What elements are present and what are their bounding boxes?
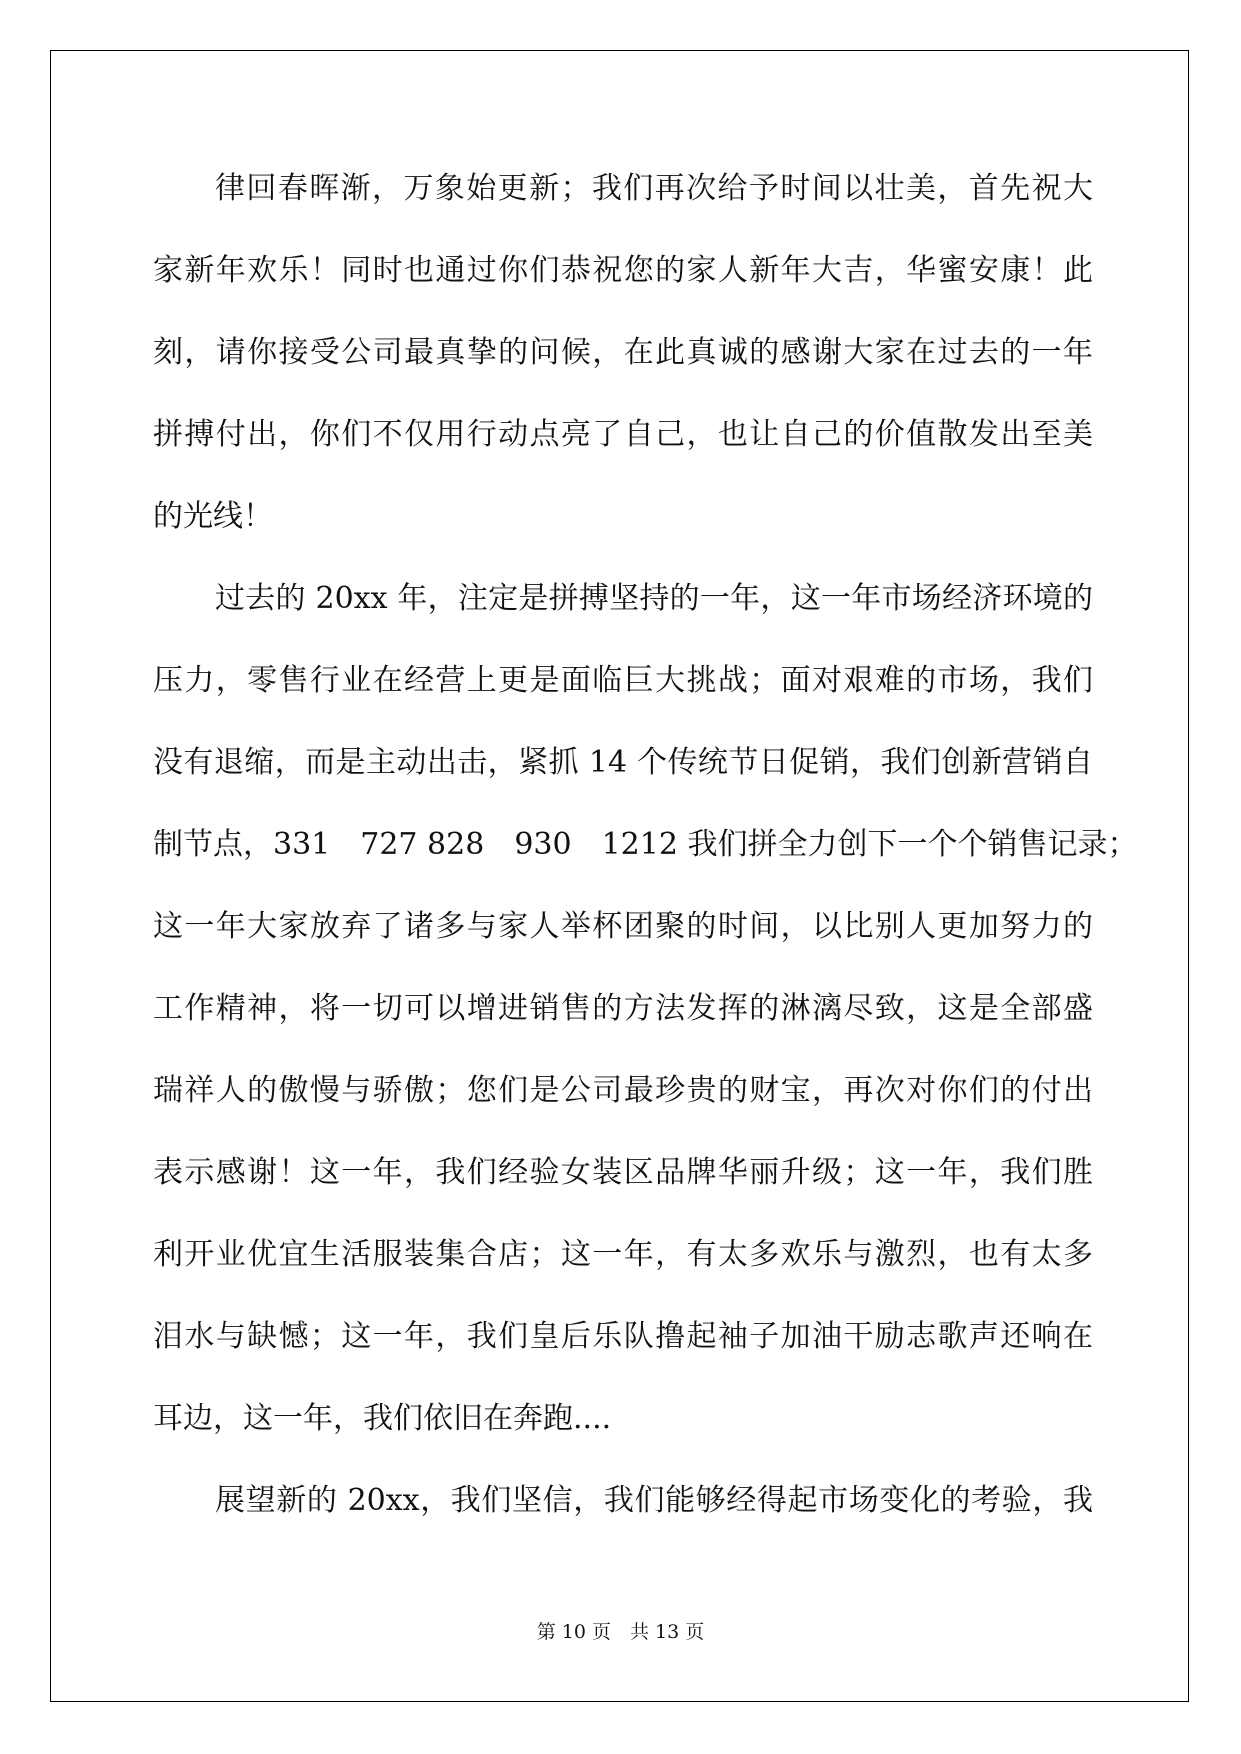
document-body	[153, 168, 1138, 1521]
paragraph-line: 刻，请你接受公司最真挚的问候，在此真诚的感谢大家在过去的一年	[153, 335, 1093, 370]
paragraph-line: 瑞祥人的傲慢与骄傲；您们是公司最珍贵的财宝，再次对你们的付出	[153, 1073, 1093, 1108]
paragraph-line: 过去的 20xx 年，注定是拼搏坚持的一年，这一年市场经济环境的	[215, 581, 1093, 616]
paragraph-line: 这一年大家放弃了诸多与家人举杯团聚的时间，以比别人更加努力的	[153, 909, 1093, 944]
page-number-label: 第 10 页 共 13 页	[536, 1621, 705, 1643]
paragraph-line: 展望新的 20xx，我们坚信，我们能够经得起市场变化的考验，我	[215, 1483, 1093, 1518]
page-footer	[0, 1617, 1241, 1644]
paragraph-3	[153, 1480, 1093, 1521]
paragraph-2	[153, 578, 1138, 1439]
paragraph-line: 的光线！	[153, 499, 273, 534]
paragraph-line: 利开业优宜生活服装集合店；这一年，有太多欢乐与激烈，也有太多	[153, 1237, 1093, 1272]
paragraph-line: 泪水与缺憾；这一年，我们皇后乐队撸起袖子加油干励志歌声还响在	[153, 1319, 1093, 1354]
paragraph-line: 耳边，这一年，我们依旧在奔跑....	[153, 1401, 612, 1436]
paragraph-line: 家新年欢乐！同时也通过你们恭祝您的家人新年大吉，华蜜安康！此	[153, 253, 1093, 288]
paragraph-line: 制节点，331 727 828 930 1212 我们拼全力创下一个个销售记录；	[153, 827, 1138, 862]
paragraph-line: 压力，零售行业在经营上更是面临巨大挑战；面对艰难的市场，我们	[153, 663, 1093, 698]
paragraph-line: 没有退缩，而是主动出击，紧抓 14 个传统节日促销，我们创新营销自	[153, 745, 1093, 780]
paragraph-line: 表示感谢！这一年，我们经验女装区品牌华丽升级；这一年，我们胜	[153, 1155, 1093, 1190]
paragraph-1	[153, 168, 1093, 537]
paragraph-line: 工作精神，将一切可以增进销售的方法发挥的淋漓尽致，这是全部盛	[153, 991, 1093, 1026]
paragraph-line: 拼搏付出，你们不仅用行动点亮了自己，也让自己的价值散发出至美	[153, 417, 1093, 452]
paragraph-line: 律回春晖渐，万象始更新；我们再次给予时间以壮美，首先祝大	[215, 171, 1093, 206]
